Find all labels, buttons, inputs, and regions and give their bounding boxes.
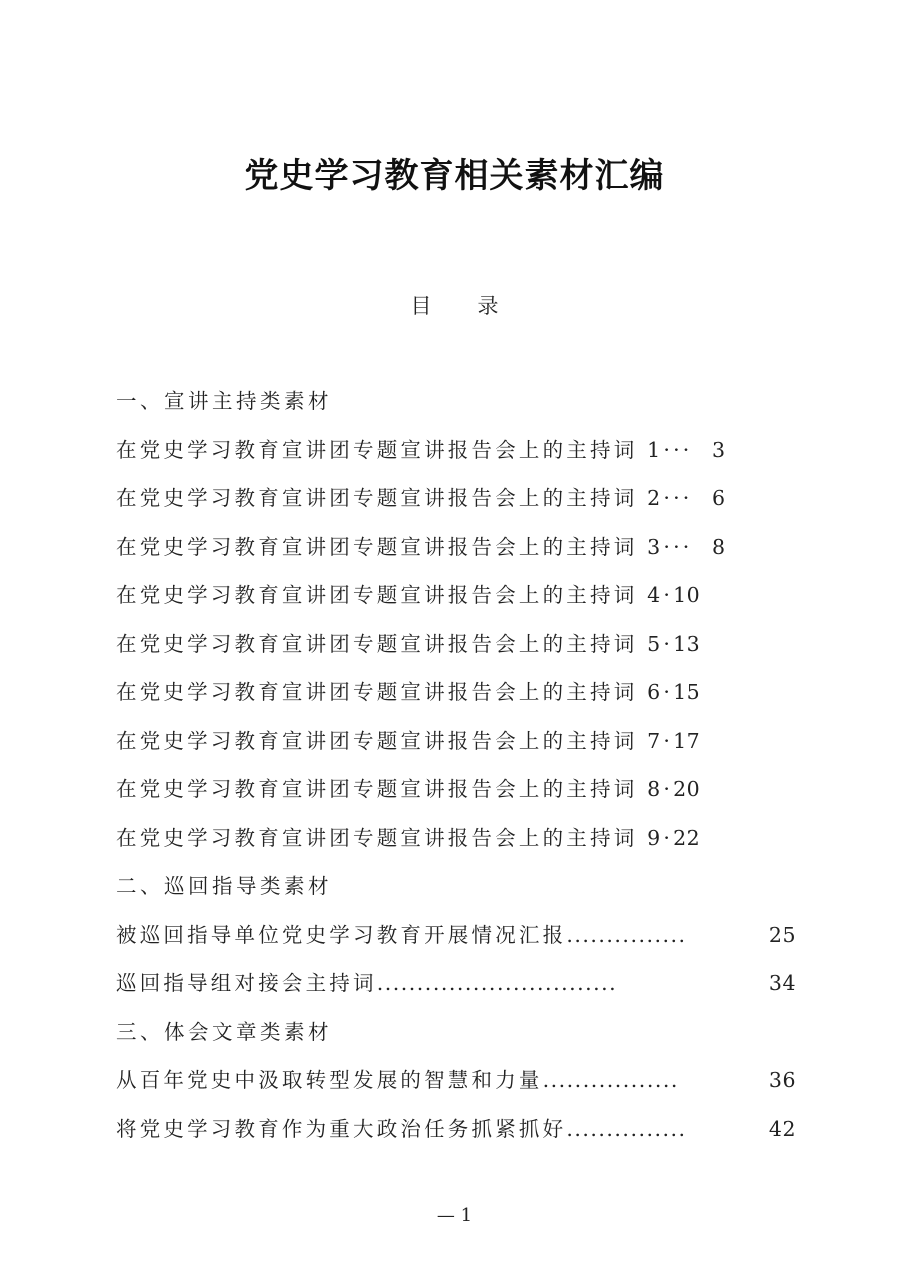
- toc-entry-title: 将党史学习教育作为重大政治任务抓紧抓好: [116, 1116, 567, 1141]
- toc-entry-page: 17: [673, 728, 701, 753]
- toc-section-heading: 二、巡回指导类素材: [116, 874, 332, 898]
- toc-entry-title: 在党史学习教育宣讲团专题宣讲报告会上的主持词 8·: [116, 777, 674, 801]
- toc-entry-page: 20: [673, 777, 701, 801]
- toc-entry[interactable]: [116, 620, 796, 669]
- toc-entry-title: 在党史学习教育宣讲团专题宣讲报告会上的主持词 2···: [116, 486, 693, 510]
- toc-entry-page: 22: [673, 825, 701, 850]
- toc-section-heading: 一、宣讲主持类素材: [116, 389, 332, 413]
- toc-entry-leader: ...............: [566, 922, 687, 947]
- document-title: 党史学习教育相关素材汇编: [244, 156, 665, 196]
- toc-heading-left: 目: [410, 294, 432, 318]
- toc-entry-title: 在党史学习教育宣讲团专题宣讲报告会上的主持词 6·: [116, 680, 674, 704]
- toc-entry[interactable]: [116, 1105, 796, 1154]
- page-number-footer: — 1: [436, 1205, 473, 1226]
- toc-entry[interactable]: [116, 571, 796, 620]
- toc-entry-leader: ..............................: [376, 971, 618, 995]
- toc-entry-title: 巡回指导组对接会主持词: [116, 971, 377, 995]
- toc-heading-right: 录: [477, 294, 499, 318]
- toc-entry[interactable]: [116, 814, 796, 863]
- toc-entry-title: 在党史学习教育宣讲团专题宣讲报告会上的主持词 4·: [116, 583, 674, 607]
- toc-entry-page: 6: [711, 486, 726, 510]
- toc-entry[interactable]: [116, 668, 796, 717]
- toc-heading: [0, 290, 909, 320]
- table-of-contents: [116, 377, 796, 1153]
- toc-entry-title: 从百年党史中汲取转型发展的智慧和力量: [116, 1068, 543, 1092]
- toc-entry-title: 在党史学习教育宣讲团专题宣讲报告会上的主持词 3···: [116, 534, 693, 559]
- toc-entry[interactable]: [116, 765, 796, 814]
- toc-entry-title: 被巡回指导单位党史学习教育开展情况汇报: [116, 922, 567, 947]
- toc-entry-page: 3: [711, 437, 726, 462]
- toc-entry-title: 在党史学习教育宣讲团专题宣讲报告会上的主持词 7·: [116, 728, 674, 753]
- toc-entry[interactable]: [116, 959, 796, 1008]
- toc-entry-leader: ...............: [566, 1116, 687, 1141]
- toc-entry-page: 10: [673, 583, 701, 607]
- toc-entry[interactable]: [116, 474, 796, 523]
- toc-entry[interactable]: [116, 523, 796, 572]
- toc-entry-title: 在党史学习教育宣讲团专题宣讲报告会上的主持词 5·: [116, 631, 674, 656]
- toc-entry-page: 15: [673, 680, 701, 704]
- toc-entry-page: 8: [711, 534, 726, 559]
- toc-entry[interactable]: [116, 717, 796, 766]
- toc-entry-page: 13: [673, 631, 701, 656]
- toc-entry-title: 在党史学习教育宣讲团专题宣讲报告会上的主持词 1···: [116, 437, 693, 462]
- toc-entry-page: 36: [768, 1068, 796, 1092]
- toc-entry[interactable]: [116, 911, 796, 960]
- toc-entry-leader: .................: [542, 1068, 679, 1092]
- toc-entry-page: 34: [768, 971, 796, 995]
- toc-entry-title: 在党史学习教育宣讲团专题宣讲报告会上的主持词 9·: [116, 825, 674, 850]
- toc-entry[interactable]: [116, 426, 796, 475]
- toc-entry[interactable]: [116, 1056, 796, 1105]
- toc-section-heading: 三、体会文章类素材: [116, 1019, 332, 1044]
- toc-entry-page: 25: [768, 922, 796, 947]
- toc-entry-page: 42: [768, 1116, 796, 1141]
